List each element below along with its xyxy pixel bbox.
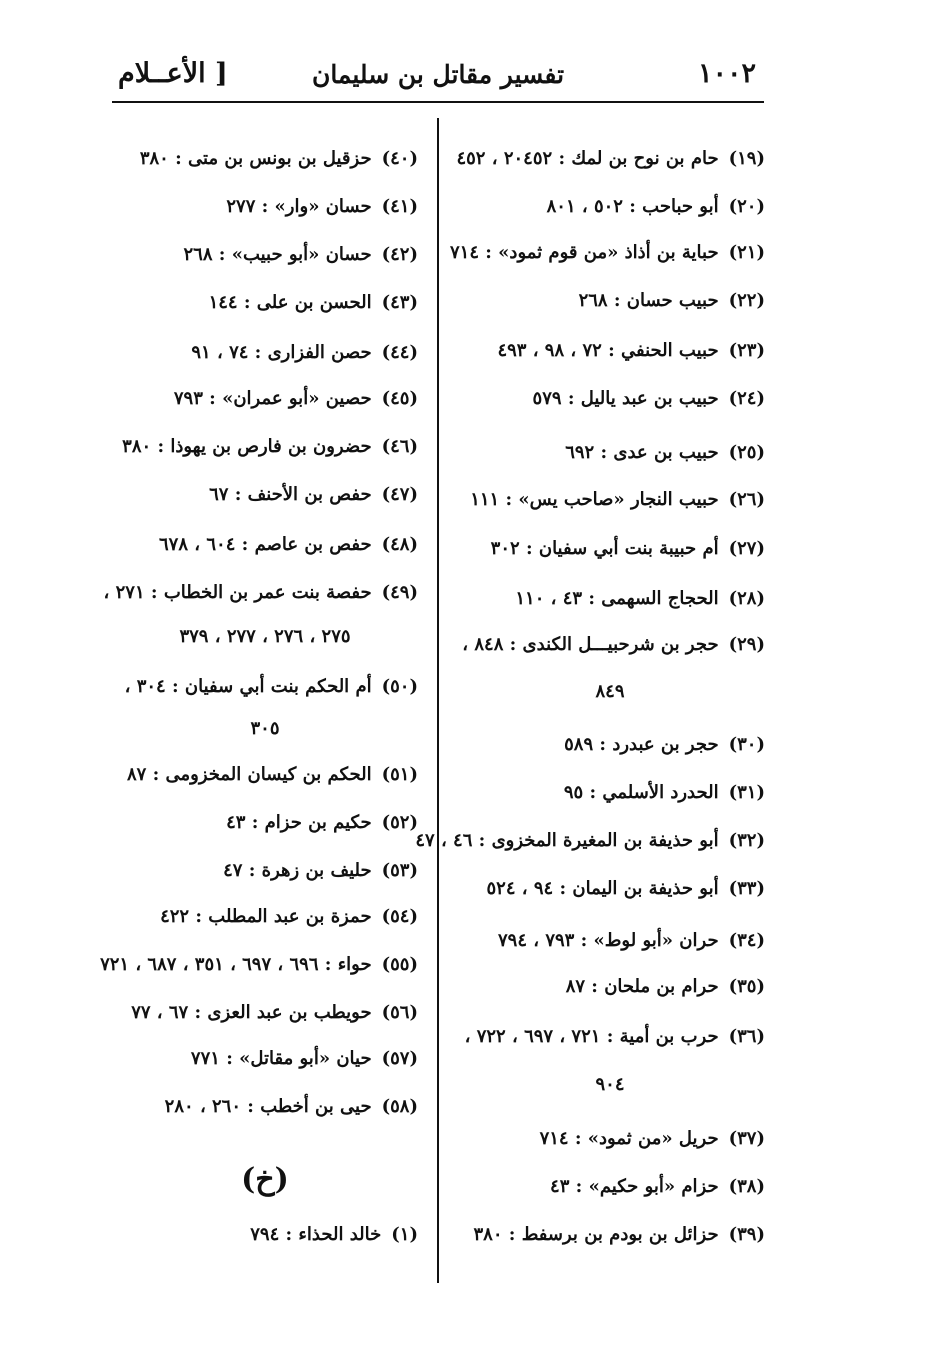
entry-number: (١٩) <box>728 148 765 169</box>
entry-number: (٣٤) <box>728 930 765 951</box>
index-entry <box>455 582 765 616</box>
entry-number: (٥٥) <box>381 954 418 975</box>
entry-text: حمزة بن عبد المطلب : ٤٢٢ <box>160 906 372 927</box>
entry-number: (٥٨) <box>381 1096 418 1117</box>
entry-text: حبيب بن عدى : ٦٩٢ <box>565 442 719 463</box>
index-entry <box>112 336 418 370</box>
entry-text: أم الحكم بنت أبي سفيان : ٣٠٤ ، <box>124 676 372 697</box>
index-entry <box>449 236 765 270</box>
index-entry <box>112 528 418 562</box>
entry-text: حفص بن عاصم : ٦٠٤ ، ٦٧٨ <box>159 534 372 555</box>
entry-text: حضرون بن فارص بن يهوذا : ٣٨٠ <box>122 436 372 457</box>
index-entry <box>415 824 765 858</box>
entry-number: (٤٣) <box>381 292 418 313</box>
entry-text: حكيم بن حزام : ٤٣ <box>226 812 372 833</box>
entry-text: حيى بن أخطب : ٢٦٠ ، ٢٨٠ <box>164 1096 372 1117</box>
entry-text: حليف بن زهرة : ٤٧ <box>223 860 372 881</box>
entry-number: (٣٧) <box>728 1128 765 1149</box>
index-entry <box>112 670 418 704</box>
entry-number: (٥٤) <box>381 906 418 927</box>
entry-number: (٥٠) <box>381 676 418 697</box>
entry-number: (٢٤) <box>728 388 765 409</box>
index-entry <box>112 478 418 512</box>
entry-text: أبو حباحب : ٥٠٢ ، ٨٠١ <box>546 196 719 217</box>
index-entry <box>112 382 418 416</box>
entry-number: (٢٩) <box>728 634 765 655</box>
index-entry-continuation <box>455 1068 765 1102</box>
entry-number: (٢٣) <box>728 340 765 361</box>
entry-number: (٤٧) <box>381 484 418 505</box>
entry-text: أم حبيبة بنت أبي سفيان : ٣٠٢ <box>490 538 719 559</box>
index-entry <box>455 334 765 368</box>
entry-text: حبيب بن عبد ياليل : ٥٧٩ <box>532 388 719 409</box>
index-entry <box>112 238 418 272</box>
column-divider <box>437 118 439 1283</box>
index-entry <box>112 854 418 888</box>
index-entry <box>455 628 765 662</box>
index-entry <box>112 996 418 1030</box>
entry-number: (٥١) <box>381 764 418 785</box>
entry-number: (٣٥) <box>728 976 765 997</box>
index-entry <box>112 286 418 320</box>
index-entry <box>455 728 765 762</box>
index-entry <box>455 970 765 1004</box>
entry-number: (٢٦) <box>728 489 765 510</box>
entry-text: حزقيل بن بونس بن متى : ٣٨٠ <box>139 148 372 169</box>
entry-number: (٢٠) <box>728 196 765 217</box>
entry-text: حرام بن ملحان : ٨٧ <box>565 976 719 997</box>
entry-number: (٢٨) <box>728 588 765 609</box>
index-entry <box>103 576 418 610</box>
index-entry <box>455 382 765 416</box>
entry-text: حفص بن الأحنف : ٦٧ <box>209 484 372 505</box>
entry-number: (٤٦) <box>381 436 418 457</box>
entry-number: (٢٧) <box>728 538 765 559</box>
entry-number: (٥٣) <box>381 860 418 881</box>
entry-number: (٢٢) <box>728 290 765 311</box>
index-entry <box>455 872 765 906</box>
entry-text: حسان «وار» : ٢٧٧ <box>226 196 372 217</box>
entry-number: (٢٥) <box>728 442 765 463</box>
entry-text: خالد الحذاء : ٧٩٤ <box>250 1224 382 1245</box>
entry-text: حبيب حسان : ٢٦٨ <box>578 290 719 311</box>
entry-text: حصين «أبو عمران» : ٧٩٣ <box>173 388 372 409</box>
entry-number: (٤٨) <box>381 534 418 555</box>
entry-text: حجر بن شرحبيـــل الكندى : ٨٤٨ ، <box>462 634 719 655</box>
entry-text: حزائل بن بودم بن برسفط : ٣٨٠ <box>473 1224 719 1245</box>
page-header <box>112 58 764 98</box>
entry-text: حصن الفزارى : ٧٤ ، ٩١ <box>191 342 372 363</box>
entry-number: (٣١) <box>728 782 765 803</box>
entry-text: الحدرد الأسلمي : ٩٥ <box>563 782 719 803</box>
index-entry <box>112 1042 418 1076</box>
entry-number: (٥٧) <box>381 1048 418 1069</box>
entry-number: (٣٢) <box>728 830 765 851</box>
entry-text: حباية بن أذاذ «من قوم ثمود» : ٧١٤ <box>449 242 719 263</box>
entry-text: أبو حذيفة بن المغيرة المخزوى : ٤٦ ، ٤٧ <box>415 830 719 851</box>
index-entry <box>112 1090 418 1124</box>
entry-number: (٥٢) <box>381 812 418 833</box>
index-entry <box>112 190 418 224</box>
entry-text: حيان «أبو مقاتل» : ٧٧١ <box>190 1048 372 1069</box>
index-entry <box>455 532 765 566</box>
book-title: تفسير مقاتل بن سليمان <box>311 60 565 89</box>
entry-text: ٩٠٤ <box>595 1074 625 1095</box>
entry-text: حويطب بن عبد العزى : ٦٧ ، ٧٧ <box>131 1002 372 1023</box>
entry-number: (٣٠) <box>728 734 765 755</box>
entry-number: (٥٦) <box>381 1002 418 1023</box>
index-entry-continuation <box>112 620 418 654</box>
index-entry <box>455 776 765 810</box>
page-number: ١٠٠٢ <box>697 58 756 89</box>
index-entry <box>112 900 418 934</box>
entry-text: حواء : ٦٩٦ ، ٦٩٧ ، ٣٥١ ، ٦٨٧ ، ٧٢١ <box>100 954 372 975</box>
index-entry <box>112 430 418 464</box>
entry-number: (٣٩) <box>728 1224 765 1245</box>
index-entry <box>112 758 418 792</box>
index-entry <box>455 483 765 517</box>
entry-number: (٤١) <box>381 196 418 217</box>
entry-text: الحجاج السهمى : ٤٣ ، ١١٠ <box>515 588 719 609</box>
entry-number: (٤٤) <box>381 342 418 363</box>
index-entry <box>100 948 418 982</box>
entry-number: (٤٠) <box>381 148 418 169</box>
index-entry <box>455 142 765 176</box>
entry-text: حران «أبو لوط» : ٧٩٣ ، ٧٩٤ <box>497 930 719 951</box>
entry-text: حسان «أبو حبيب» : ٢٦٨ <box>183 244 372 265</box>
entry-text: ٣٠٥ <box>250 718 280 739</box>
index-entry <box>455 190 765 224</box>
entry-number: (٣٦) <box>728 1026 765 1047</box>
index-entry <box>455 924 765 958</box>
index-entry <box>112 142 418 176</box>
entry-text: حبيب الحنفي : ٧٢ ، ٩٨ ، ٤٩٣ <box>497 340 719 361</box>
entry-text: أبو حذيفة بن اليمان : ٩٤ ، ٥٢٤ <box>486 878 719 899</box>
entry-text: ٢٧٥ ، ٢٧٦ ، ٢٧٧ ، ٣٧٩ <box>179 626 351 647</box>
entry-number: (٢١) <box>728 242 765 263</box>
entry-number: (٤٩) <box>381 582 418 603</box>
header-rule <box>112 101 764 103</box>
section-title: [ الأعــلام <box>118 58 228 89</box>
index-entry <box>112 806 418 840</box>
entry-text: حبيب النجار «صاحب يس» : ١١١ <box>470 489 719 510</box>
index-entry-continuation <box>455 675 765 709</box>
index-entry <box>455 1170 765 1204</box>
index-entry <box>455 284 765 318</box>
entry-text: ٨٤٩ <box>595 681 625 702</box>
entry-number: (٣٣) <box>728 878 765 899</box>
entry-text: حفصة بنت عمر بن الخطاب : ٢٧١ ، <box>103 582 372 603</box>
entry-text: حام بن نوح بن لمك : ٢٠٤٥٢ ، ٤٥٢ <box>456 148 719 169</box>
entry-number: (١) <box>391 1224 418 1245</box>
entry-number: (٤٢) <box>381 244 418 265</box>
section-letter-kha: (خ) <box>241 1162 289 1197</box>
index-entry <box>112 1218 418 1252</box>
index-entry <box>455 1020 765 1054</box>
entry-text: حريل «من ثمود» : ٧١٤ <box>539 1128 719 1149</box>
entry-text: حرب بن أمية : ٧٢١ ، ٦٩٧ ، ٧٢٢ ، <box>464 1026 719 1047</box>
entry-text: الحكم بن كيسان المخزومى : ٨٧ <box>126 764 372 785</box>
index-entry <box>455 436 765 470</box>
index-entry <box>455 1218 765 1252</box>
index-entry-continuation <box>112 712 418 746</box>
index-entry <box>455 1122 765 1156</box>
entry-number: (٤٥) <box>381 388 418 409</box>
entry-text: حزام «أبو حكيم» : ٤٣ <box>550 1176 719 1197</box>
entry-text: حجر بن عبدرد : ٥٨٩ <box>564 734 719 755</box>
entry-number: (٣٨) <box>728 1176 765 1197</box>
entry-text: الحسن بن على : ١٤٤ <box>208 292 372 313</box>
